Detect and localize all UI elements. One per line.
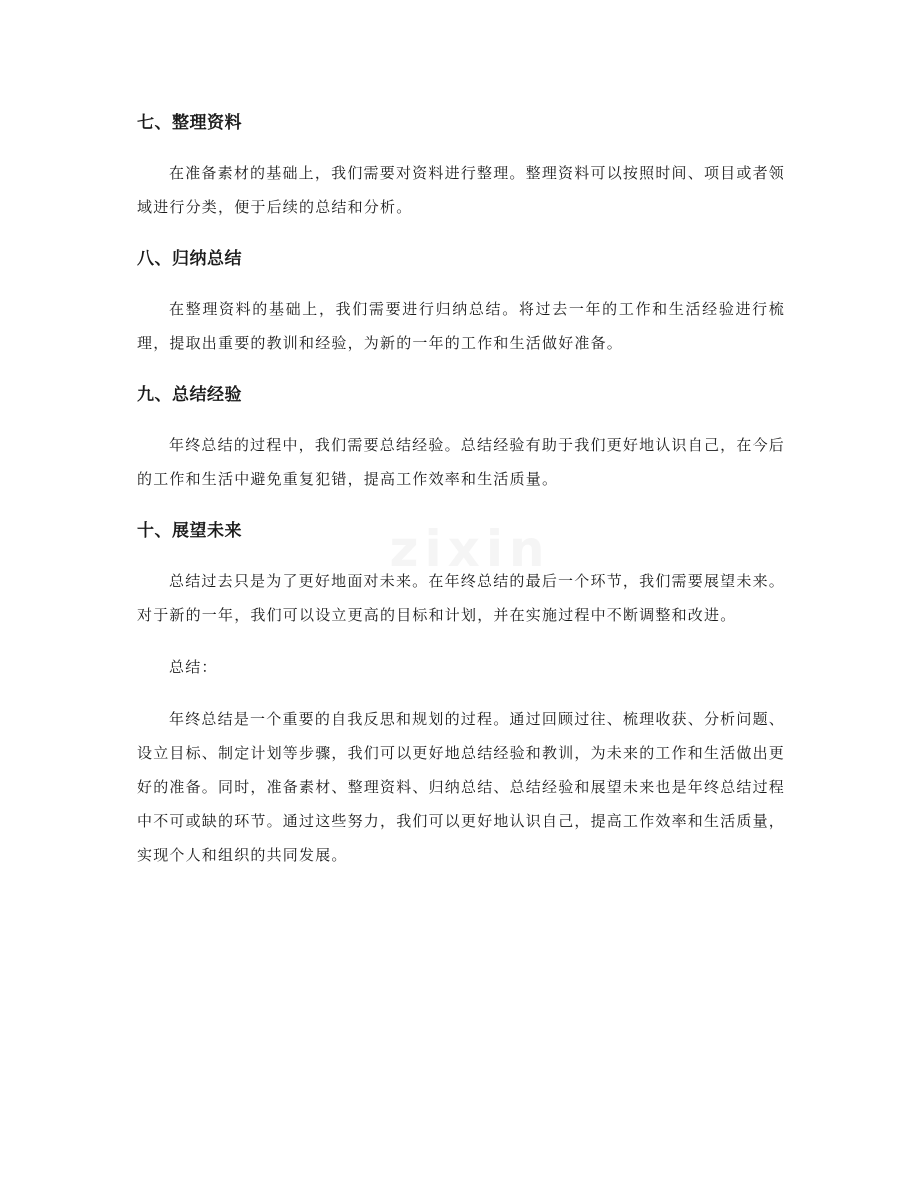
section-paragraph-10: 总结过去只是为了更好地面对未来。在年终总结的最后一个环节，我们需要展望未来。对于新的一年，我们可以设立更高的目标和计划，并在实施过程中不断调整和改进。 [137,572,785,624]
section-heading-8: 八、归纳总结 [137,249,242,269]
section-paragraph-9: 年终总结的过程中，我们需要总结经验。总结经验有助于我们更好地认识自己，在今后的工作和生活中避免重复犯错，提高工作效率和生活质量。 [137,436,785,488]
section-heading-7: 七、整理资料 [137,113,242,133]
section-heading-10: 十、展望未来 [137,521,242,541]
summary-paragraph: 年终总结是一个重要的自我反思和规划的过程。通过回顾过往、梳理收获、分析问题、设立目标、制定计划等步骤，我们可以更好地总结经验和教训，为未来的工作和生活做出更好的准备。同时，准备素材、整理资料、归纳总结、总结经验和展望未来也是年终总结过程中不可或缺的环节。通过这些努力，我们可以更好地认识自己，提高工作效率和生活质量，实现个人和组织的共同发展。 [137,710,786,864]
watermark: zixin [389,520,551,578]
summary-label: 总结： [169,658,218,676]
document-body [137,106,785,890]
section-paragraph-7: 在准备素材的基础上，我们需要对资料进行整理。整理资料可以按照时间、项目或者领域进行分类，便于后续的总结和分析。 [137,164,785,216]
section-heading-9: 九、总结经验 [137,385,242,405]
section-paragraph-8: 在整理资料的基础上，我们需要进行归纳总结。将过去一年的工作和生活经验进行梳理，提取出重要的教训和经验，为新的一年的工作和生活做好准备。 [137,300,785,352]
